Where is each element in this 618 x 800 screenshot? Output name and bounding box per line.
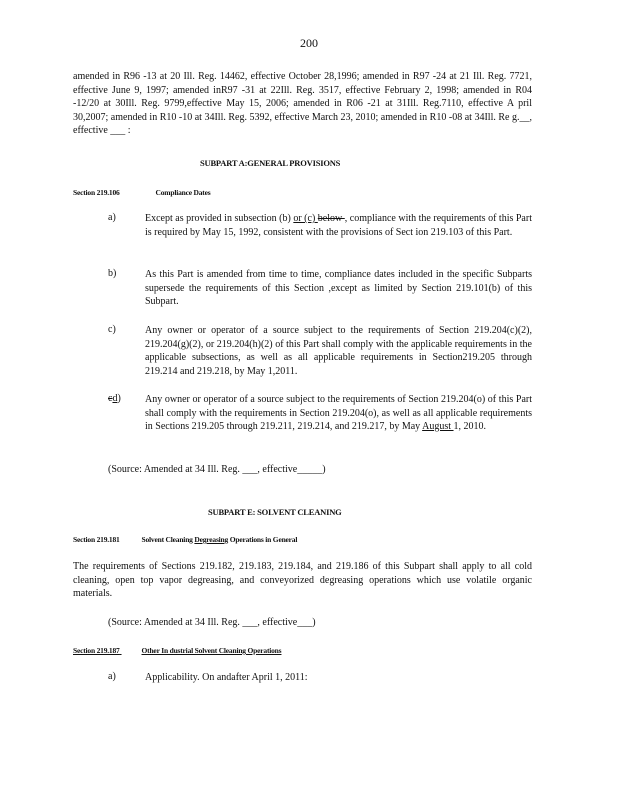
item-label-a: a) bbox=[108, 212, 116, 223]
item-c-text: Any owner or operator of a source subject to the requirements of Section 219.204(c)(2), 219.204(g)(2), or 219.204(h)(2) of this Part shall comply with the applicable requirements in the applicable subsections, as well as all applicable requirements in Section219.205 through 219.214 and 219.218, by May 1,2011. bbox=[145, 325, 532, 377]
section-title-inserted: Degreasing bbox=[194, 535, 229, 544]
item-d-inserted: August bbox=[422, 421, 454, 432]
item-a-text bbox=[145, 212, 532, 239]
item-d-text-2: 1, 2010. bbox=[453, 421, 487, 432]
amendment-history-paragraph: amended in R96 -13 at 20 Ill. Reg. 14462, effective October 28,1996; amended in R97 -24 at 21 Ill. Reg. 7721, effective June 9, 1997; amended inR97 -31 at 22Ill. Reg. 3517, effective February 2, 1998; amended in R04 -12/20 at 30Ill. Reg. 9799,effective May 15, 2006; amended in R06 -21 at 31Ill. Reg.7110, effective A pril 30,2007; amended in R10 -10 at 34Ill. Reg. 5392, effective March 23, 2010; amended in R10 -08 at 34Ill. Re g.__, effective ___ : bbox=[73, 71, 532, 136]
subpart-e-source-note: (Source: Amended at 34 Ill. Reg. ___, effective___) bbox=[108, 617, 316, 628]
item-a-deleted: below bbox=[317, 213, 345, 224]
item-d-text-1: Any owner or operator of a source subject to the requirements of Section 219.204(o) of this Part shall comply with the requirements in Section 219.204(o), as well as all applicable requirements in Sections 219.205 through 219.211, 219.214, and 219.217, by May bbox=[145, 394, 532, 432]
section-number: Section 219.106 bbox=[73, 188, 120, 197]
section-title-part-1: Solvent Cleaning bbox=[141, 535, 195, 544]
section-title: Compliance Dates bbox=[155, 188, 211, 197]
item-a-inserted: or (c) bbox=[293, 213, 318, 224]
item-d-label-deleted: c bbox=[108, 393, 113, 404]
item-label-c: c) bbox=[108, 324, 116, 335]
section-219-187-heading bbox=[73, 645, 281, 655]
section-219-181-heading bbox=[73, 534, 297, 544]
section-219-187-item-label-a: a) bbox=[108, 671, 116, 682]
item-d-label-suffix: ) bbox=[117, 393, 121, 404]
item-b-text: As this Part is amended from time to time, compliance dates included in the specific Subparts supersede the requirements of this Section ,except as limited by Section 219.101(b) of this Subpart. bbox=[145, 269, 532, 307]
item-d-label-inserted: d bbox=[112, 393, 118, 404]
subpart-a-source-note: (Source: Amended at 34 Ill. Reg. ___, effective_____) bbox=[108, 464, 326, 475]
subpart-a-heading: SUBPART A:GENERAL PROVISIONS bbox=[200, 158, 341, 168]
item-label-d bbox=[108, 393, 121, 404]
section-219-181-paragraph: The requirements of Sections 219.182, 219.183, 219.184, and 219.186 of this Subpart shall apply to all cold cleaning, open top vapor degreasing, and conveyorized degreasing operations which use volatile organic materials. bbox=[73, 561, 532, 599]
subpart-e-heading: SUBPART E: SOLVENT CLEANING bbox=[208, 507, 342, 517]
page-number: 200 bbox=[300, 36, 318, 50]
item-a-text-1: Except as provided in subsection (b) bbox=[145, 213, 294, 224]
new-section-number: Section 219.187 bbox=[73, 646, 120, 655]
section-219-187-item-a-text: Applicability. On andafter April 1, 2011: bbox=[145, 672, 308, 683]
new-section-title: Other In dustrial Solvent Cleaning Operations bbox=[141, 646, 282, 655]
section-number: Section 219.181 bbox=[73, 535, 120, 544]
section-219-106-heading bbox=[73, 187, 210, 197]
item-label-b: b) bbox=[108, 268, 117, 279]
item-d-text bbox=[145, 393, 532, 434]
section-title-part-2: Operations in General bbox=[228, 535, 298, 544]
item-a-text-2: , compliance with the requirements of this Part is required by May 15, 1992, consistent with the provisions of Sect ion 219.103 of this Part. bbox=[145, 213, 532, 238]
